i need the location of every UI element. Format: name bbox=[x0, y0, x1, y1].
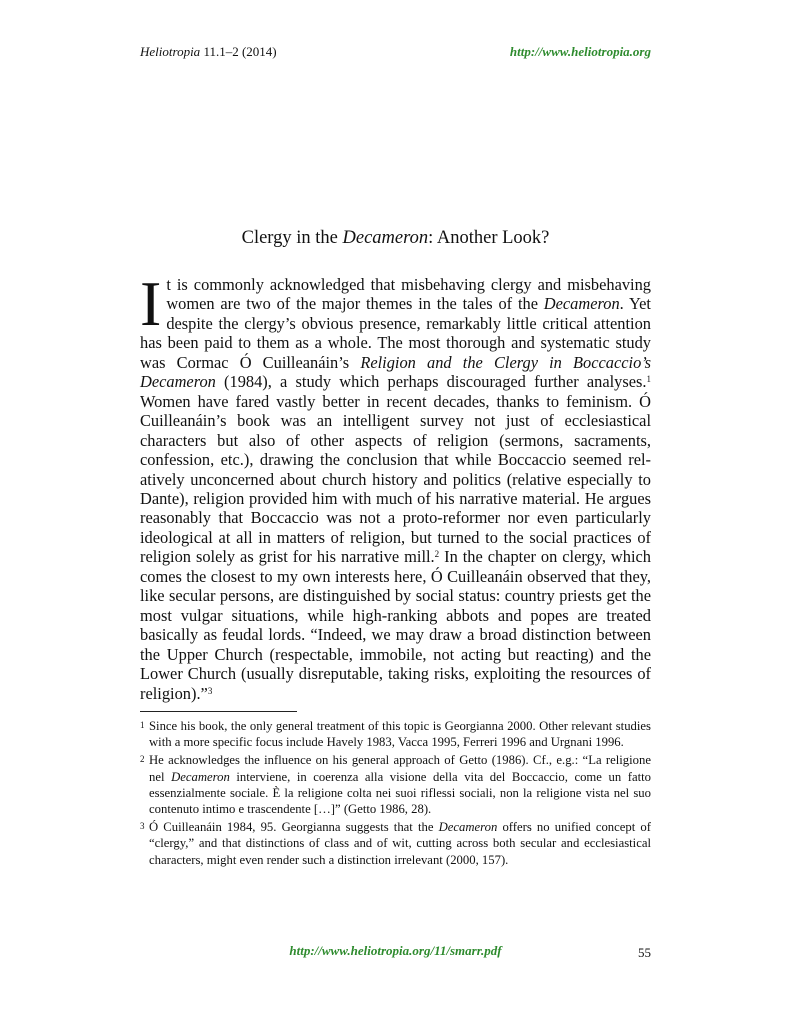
body-text-segment-5: In the chapter on clergy, which comes the closest to my own interests here, Ó Cuilleanáin observed that they, like secular persons, are distinguished by social status: country priests get the most vulgar situations, while high-ranking abbots and popes are treated basically as feudal lords. “Indeed, we may draw a broad distinction between the Upper Church (respectable, immobile, not acting but reacting) and the Lower Church (usually disreputable, taking risks, exploiting the resources of religion).” bbox=[140, 547, 651, 703]
footnote-text: Since his book, the only general treatment of this topic is Georgianna 2000. Other relevant studies with a more specific focus include Havely 1983, Vacca 1995, Ferreri 1996 and Urgnani 1996. bbox=[149, 719, 651, 750]
footnote-text-cont: interviene, in coerenza alla visione della vita del Boccaccio, come un fatto essenzialmente sociale. È la religione colta nei suoi riflessi sociali, non la religione vista nel suo contenuto intimo e trascendente […]” (Getto 1986, 28). bbox=[149, 769, 651, 817]
article-title-after: : Another Look? bbox=[428, 228, 550, 248]
page-number: 55 bbox=[638, 945, 651, 960]
footnote-number: 3 bbox=[140, 821, 145, 832]
journal-issue: 11.1–2 (2014) bbox=[203, 44, 277, 59]
footnote-number: 1 bbox=[140, 720, 145, 730]
body-text-segment-4: Women have fared vastly better in recent decades, thanks to feminism. Ó Cuilleanáin’s book was an intelligent survey not just of ecclesiastical characters but also of other aspects of religion (sermons, sacraments, confession, etc.), drawing the conclusion that while Boccaccio seemed relatively unconcerned about church history and politics (relative especially to Dante), religion provided him with much of his narrative material. He argues reasonably that Boccaccio was not a proto-reformer nor even particularly ideological at all in matters of religion, but turned to the social practices of religion solely as grist for his narrative mill. bbox=[140, 391, 651, 567]
body-text-segment-2: . Yet despite the clergy’s obvious presence, remarkably little critical attention has been paid to them as a whole. The most thorough and systematic study was Cormac Ó Cuilleanáin’s bbox=[140, 294, 651, 372]
footnotes bbox=[140, 718, 651, 870]
footnote-number: 2 bbox=[140, 754, 145, 765]
journal-name: Heliotropia bbox=[140, 44, 201, 59]
footnote-text: Ó Cuilleanáin 1984, 95. Georgianna suggests that the bbox=[149, 820, 439, 835]
body-text-segment-3: (1984), a study which perhaps discouraged further analyses. bbox=[215, 372, 647, 392]
article-title bbox=[140, 228, 651, 249]
drop-cap: I bbox=[140, 268, 162, 339]
journal-site-link[interactable]: http://www.heliotropia.org bbox=[509, 44, 651, 59]
footnote-ref-3[interactable]: 3 bbox=[207, 685, 213, 696]
running-header bbox=[140, 44, 651, 64]
footnote-1 bbox=[140, 718, 651, 750]
article-title-before: Clergy in the bbox=[241, 228, 343, 248]
body-italic-decameron: Decameron bbox=[543, 294, 620, 314]
footnote-ref-1[interactable]: 1 bbox=[646, 374, 651, 385]
footnote-ref-2[interactable]: 2 bbox=[434, 549, 440, 560]
footnote-divider bbox=[140, 711, 297, 712]
footnote-2 bbox=[140, 752, 651, 817]
body-paragraph bbox=[140, 268, 652, 703]
footnote-3 bbox=[140, 819, 651, 868]
footnote-text: He acknowledges the influence on his general approach of Getto (1986). Cf., e.g.: “La religione nel bbox=[149, 753, 651, 784]
article-title-italic: Decameron bbox=[342, 228, 429, 248]
footnote-italic: Decameron bbox=[171, 769, 230, 784]
body-text-segment-1: t is commonly acknowledged that misbehaving clergy and misbehaving women are two of the major themes in the tales of the bbox=[166, 275, 651, 314]
article-pdf-link[interactable]: http://www.heliotropia.org/11/smarr.pdf bbox=[289, 943, 502, 958]
journal-citation bbox=[140, 44, 277, 60]
footnote-text-cont: offers no unified concept of “clergy,” and that distinctions of class and of wit, cutting across both secular and ecclesiastical characters, might even render such a distinction irrelevant (2000, 157). bbox=[149, 820, 651, 867]
body-italic-book-title: Religion and the Clergy in Boccaccio’s Decameron bbox=[140, 352, 652, 392]
footnote-italic: Decameron bbox=[438, 820, 498, 835]
